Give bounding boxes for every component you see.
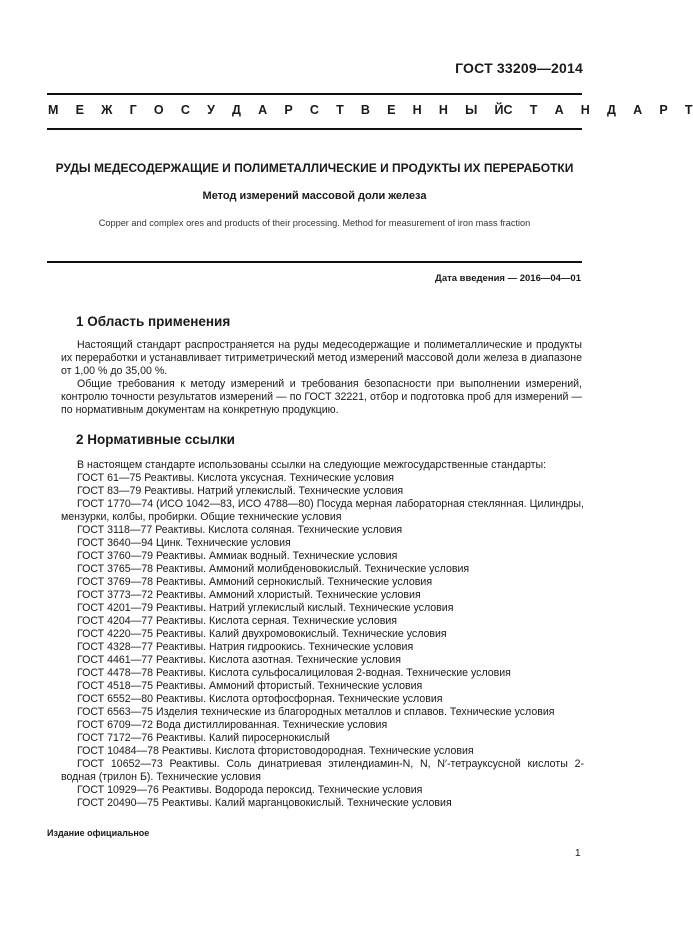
section-1-heading: 1 Область применения	[76, 314, 231, 329]
banner-word-1	[48, 103, 504, 117]
reference-item: ГОСТ 10484—78 Реактивы. Кислота фтористоводородная. Технические условия	[77, 745, 474, 757]
reference-item: ГОСТ 6563—75 Изделия технические из благородных металлов и сплавов. Технические условия	[77, 706, 555, 718]
reference-item: ГОСТ 3640—94 Цинк. Технические условия	[77, 537, 291, 549]
section-1-body	[61, 339, 582, 417]
reference-item: ГОСТ 3765—78 Реактивы. Аммоний молибденовокислый. Технические условия	[77, 563, 470, 575]
reference-item: ГОСТ 20490—75 Реактивы. Калий марганцовокислый. Технические условия	[77, 797, 452, 809]
banner-letter: Н	[438, 103, 448, 117]
reference-item: ГОСТ 4204—77 Реактивы. Кислота серная. Технические условия	[77, 615, 398, 627]
reference-list	[61, 472, 584, 810]
banner-letter: О	[153, 103, 164, 117]
banner-letter: М	[48, 103, 59, 117]
edition-note: Издание официальное	[47, 828, 150, 838]
banner-letter: Й	[494, 103, 504, 117]
top-rule	[47, 93, 582, 95]
reference-item: ГОСТ 4201—79 Реактивы. Натрий углекислый кислый. Технические условия	[77, 602, 454, 614]
reference-item: ГОСТ 3760—79 Реактивы. Аммиак водный. Технические условия	[77, 550, 398, 562]
introduction-date: Дата введения — 2016—04—01	[435, 273, 581, 284]
banner-word-2	[504, 103, 693, 117]
banner-letter: Е	[387, 103, 396, 117]
scope-paragraph: Настоящий стандарт распространяется на руды медесодержащие и полиметаллические и продукты их переработки и устанавливает титриметрический метод измерений массовой доли железа в диапазоне от 1,00 % до 35,00 %.	[61, 339, 582, 377]
banner-letter: Г	[129, 103, 137, 117]
requirements-paragraph: Общие требования к методу измерений и требования безопасности при выполнении измерений, контролю точности результатов измерений — по ГОСТ 32221, отбор и подготовка проб для измерений — по нормативным документам на конкретную продукцию.	[61, 378, 582, 416]
document-number: ГОСТ 33209—2014	[455, 60, 583, 76]
title-rule	[47, 261, 582, 263]
banner-letter: В	[360, 103, 370, 117]
banner-letter: А	[554, 103, 564, 117]
banner-letter: С	[180, 103, 190, 117]
document-title: РУДЫ МЕДЕСОДЕРЖАЩИЕ И ПОЛИМЕТАЛЛИЧЕСКИЕ И ПРОДУКТЫ ИХ ПЕРЕРАБОТКИ	[55, 161, 574, 175]
banner-rule	[47, 128, 582, 130]
banner-letter: Ж	[101, 103, 113, 117]
reference-item: ГОСТ 10929—76 Реактивы. Водорода пероксид. Технические условия	[77, 784, 423, 796]
banner-letter: Т	[684, 103, 693, 117]
reference-item: ГОСТ 6552—80 Реактивы. Кислота ортофосфорная. Технические условия	[77, 693, 443, 705]
reference-item: ГОСТ 6709—72 Вода дистиллированная. Технические условия	[77, 719, 388, 731]
reference-item: ГОСТ 61—75 Реактивы. Кислота уксусная. Технические условия	[77, 472, 394, 484]
section-2-heading: 2 Нормативные ссылки	[76, 432, 235, 447]
document-subtitle: Метод измерений массовой доли железа	[202, 190, 427, 202]
reference-item: ГОСТ 3773—72 Реактивы. Аммоний хлористый. Технические условия	[77, 589, 421, 601]
banner-letter: С	[309, 103, 319, 117]
reference-item: ГОСТ 1770—74 (ИСО 1042—83, ИСО 4788—80) Посуда мерная лабораторная стеклянная. Цилиндры, мензурки, колбы, пробирки. Общие технические условия	[61, 498, 584, 523]
page-number: 1	[575, 848, 581, 859]
banner-letter: Ы	[465, 103, 478, 117]
banner-letter: Е	[75, 103, 84, 117]
banner-letter: А	[633, 103, 643, 117]
reference-item: ГОСТ 4518—75 Реактивы. Аммоний фтористый. Технические условия	[77, 680, 423, 692]
banner-letter: Р	[659, 103, 668, 117]
banner-letter: Н	[412, 103, 422, 117]
banner-letter: Т	[336, 103, 344, 117]
reference-item: ГОСТ 4461—77 Реактивы. Кислота азотная. Технические условия	[77, 654, 401, 666]
references-intro: В настоящем стандарте использованы ссылки на следующие межгосударственные стандарты:	[77, 459, 547, 471]
banner-letter: Р	[284, 103, 293, 117]
reference-item: ГОСТ 83—79 Реактивы. Натрий углекислый. Технические условия	[77, 485, 404, 497]
reference-item: ГОСТ 4328—77 Реактивы. Натрия гидроокись. Технические условия	[77, 641, 414, 653]
banner-letter: У	[207, 103, 215, 117]
standard-banner	[48, 103, 693, 117]
reference-item: ГОСТ 4220—75 Реактивы. Калий двухромовокислый. Технические условия	[77, 628, 447, 640]
banner-letter: Н	[580, 103, 590, 117]
reference-item: ГОСТ 3118—77 Реактивы. Кислота соляная. Технические условия	[77, 524, 403, 536]
banner-letter: Д	[232, 103, 241, 117]
reference-item: ГОСТ 4478—78 Реактивы. Кислота сульфосалициловая 2-водная. Технические условия	[77, 667, 511, 679]
normative-references	[61, 459, 584, 810]
reference-item: ГОСТ 10652—73 Реактивы. Соль динатриевая этилендиамин-N, N, N′-тетрауксусной кислоты 2-водная (трилон Б). Технические условия	[61, 758, 584, 783]
banner-letter: С	[503, 103, 513, 117]
english-title: Copper and complex ores and products of their processing. Method for measurement of iron mass fraction	[98, 218, 531, 228]
reference-item: ГОСТ 7172—76 Реактивы. Калий пиросернокислый	[77, 732, 330, 744]
banner-letter: Д	[607, 103, 616, 117]
reference-item: ГОСТ 3769—78 Реактивы. Аммоний сернокислый. Технические условия	[77, 576, 433, 588]
banner-letter: Т	[529, 103, 538, 117]
banner-letter: А	[258, 103, 268, 117]
